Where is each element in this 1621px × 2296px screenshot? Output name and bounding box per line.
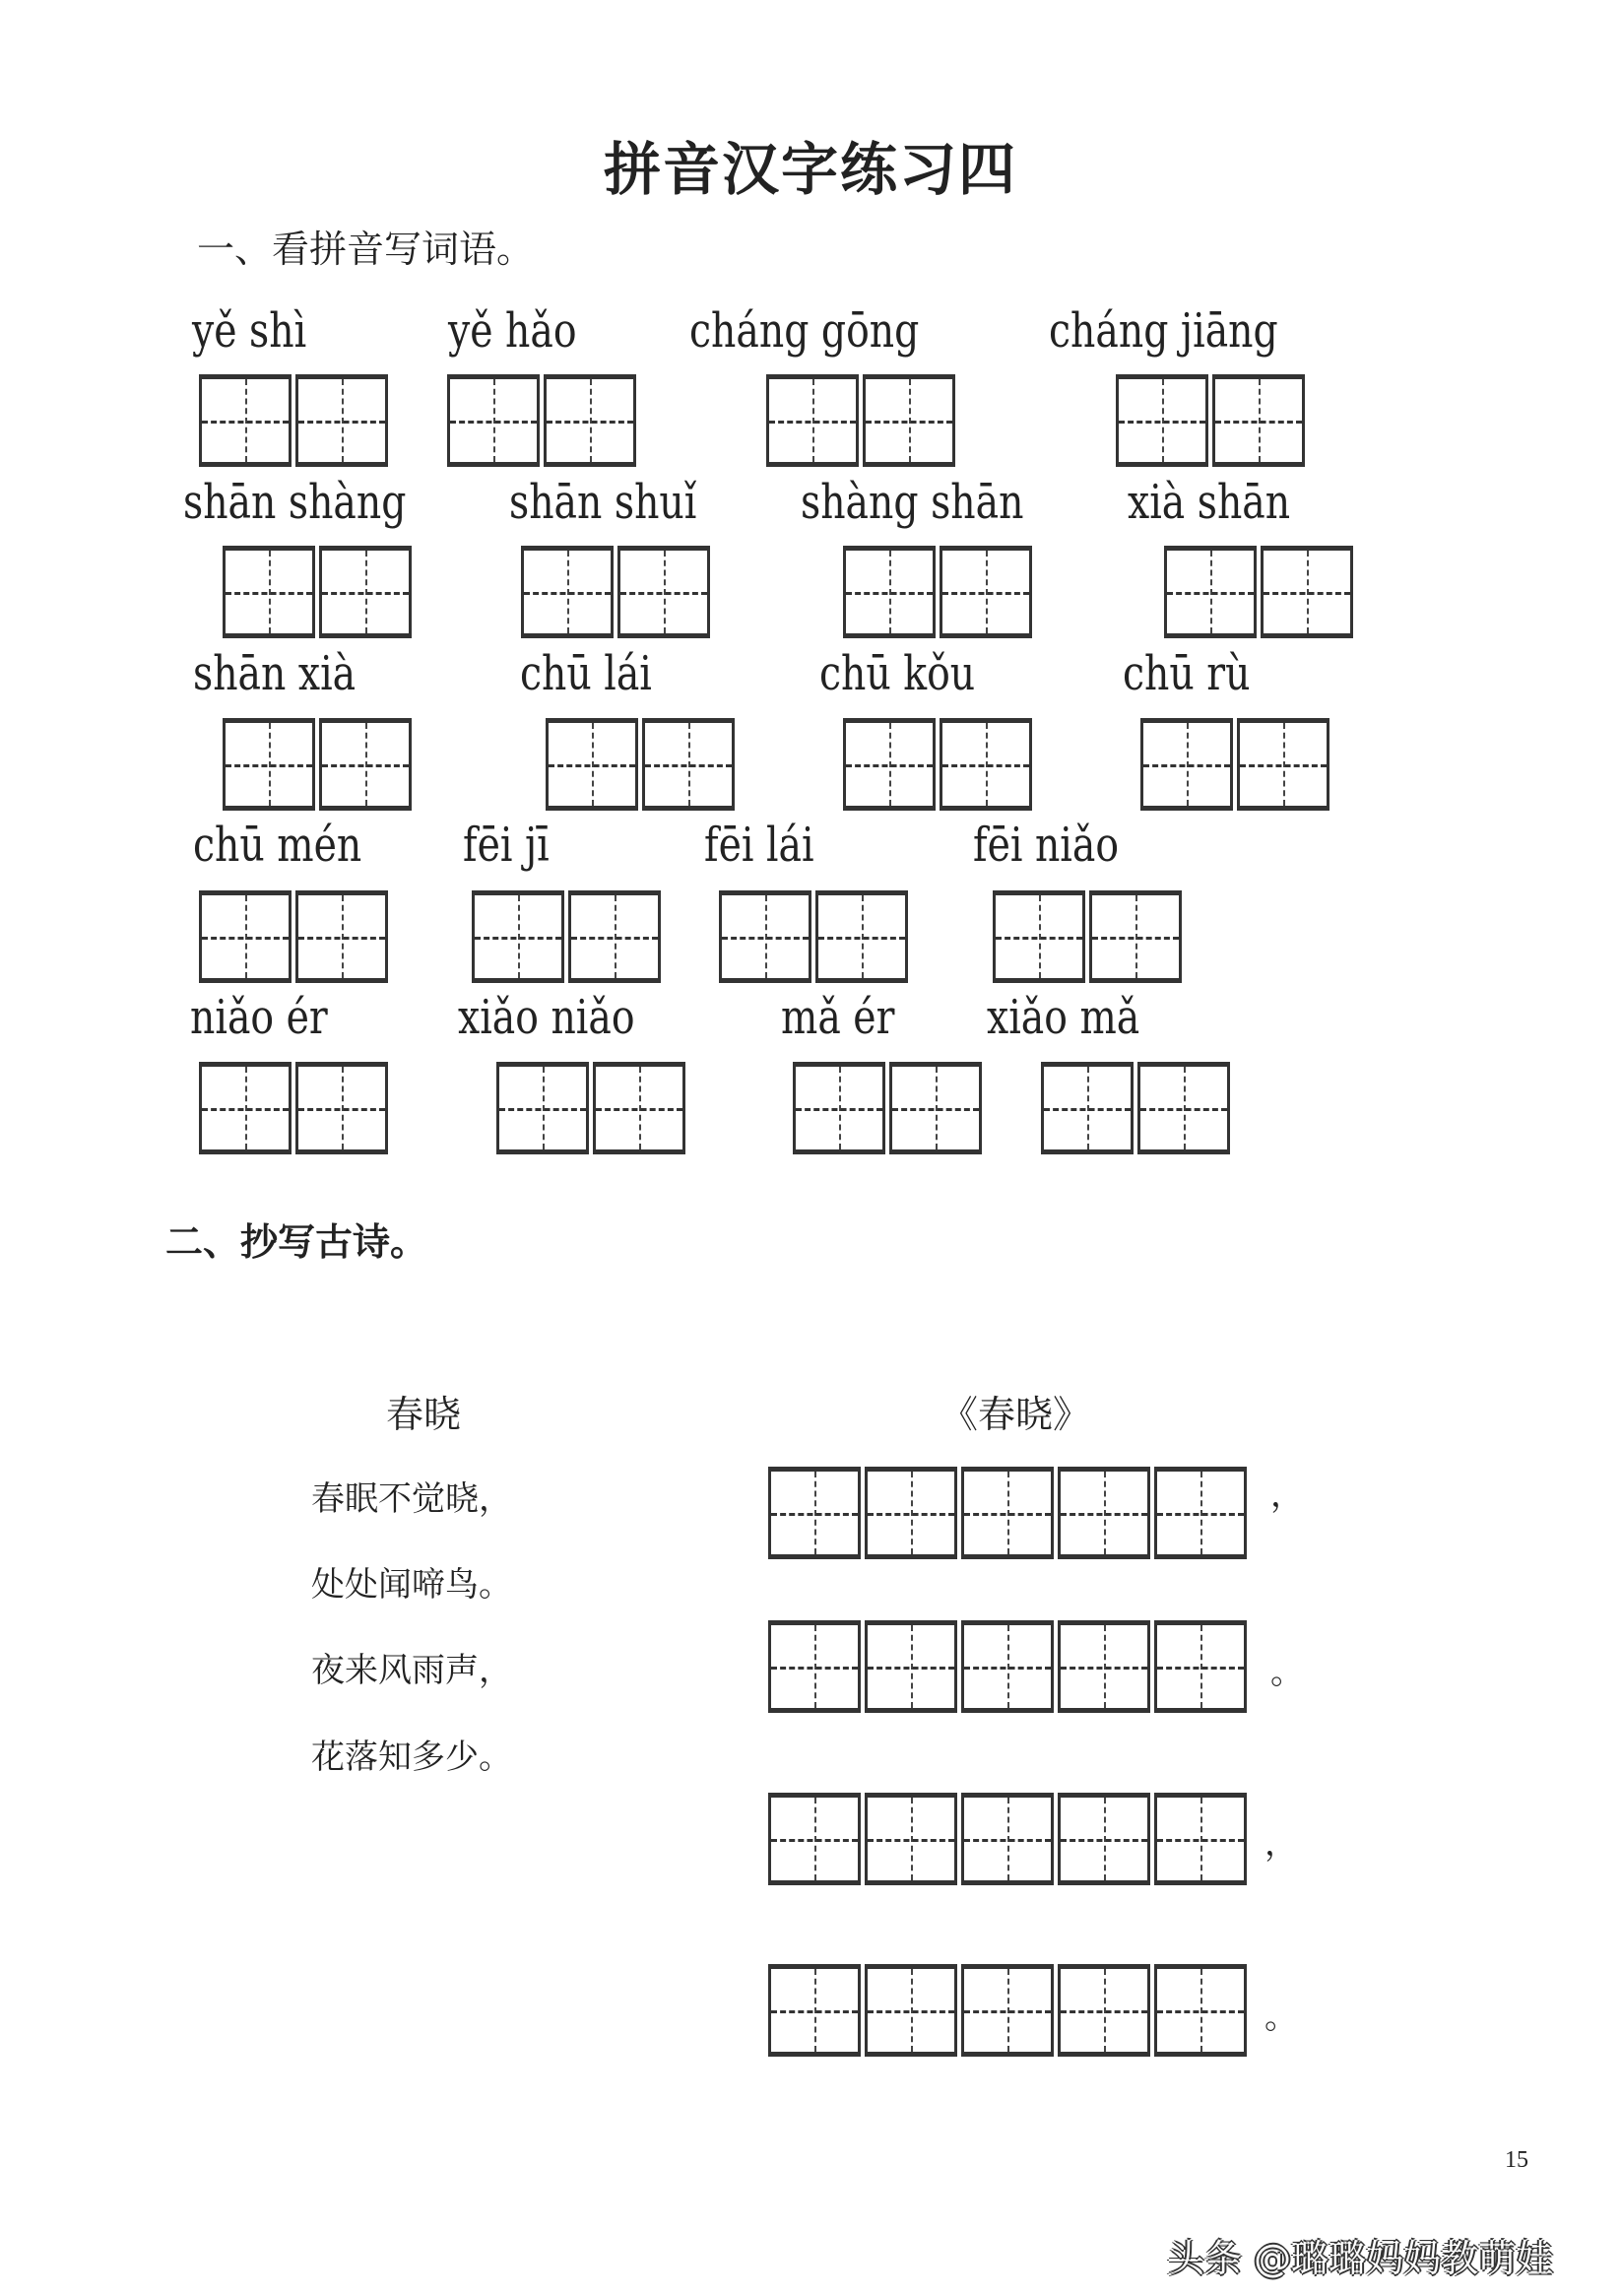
poem-title: 春晓 <box>386 1393 462 1436</box>
pinyin: chū rù <box>1123 646 1251 701</box>
pinyin: fēi jī <box>463 818 550 873</box>
watermark: 头条 @璐璐妈妈教萌娃 <box>1167 2237 1554 2280</box>
pinyin: shān shuǐ <box>509 475 697 530</box>
copy-grid-line-1[interactable] <box>768 1467 1251 1559</box>
pinyin: xiǎo mǎ <box>987 990 1140 1045</box>
page-title: 拼音汉字练习四 <box>603 136 1017 203</box>
poem-line: 处处闻啼鸟。 <box>311 1565 512 1605</box>
writing-grid[interactable] <box>719 890 912 983</box>
copy-grid-line-3[interactable] <box>768 1793 1251 1885</box>
writing-grid[interactable] <box>447 374 640 467</box>
writing-grid[interactable] <box>843 546 1036 638</box>
pinyin: yě shì <box>192 303 307 359</box>
poem-line: 夜来风雨声， <box>311 1651 512 1690</box>
writing-grid[interactable] <box>1116 374 1309 467</box>
writing-grid[interactable] <box>223 718 416 811</box>
writing-grid[interactable] <box>993 890 1186 983</box>
pinyin: chū lái <box>520 646 652 701</box>
copy-title: 《春晓》 <box>940 1393 1091 1436</box>
writing-grid[interactable] <box>521 546 714 638</box>
writing-grid[interactable] <box>199 1062 392 1154</box>
poem-line: 春眠不觉晓， <box>311 1479 512 1519</box>
writing-grid[interactable] <box>1164 546 1357 638</box>
section1-heading: 一、看拼音写词语。 <box>197 228 535 271</box>
copy-grid-line-4[interactable] <box>768 1964 1251 2057</box>
copy-grid-line-2[interactable] <box>768 1620 1251 1713</box>
pinyin: shān xià <box>193 646 357 701</box>
writing-grid[interactable] <box>472 890 665 983</box>
pinyin: yě hǎo <box>448 303 577 359</box>
pinyin: xià shān <box>1128 475 1291 530</box>
writing-grid[interactable] <box>496 1062 689 1154</box>
pinyin: fēi niǎo <box>973 818 1120 873</box>
pinyin: mǎ ér <box>781 990 895 1045</box>
pinyin: xiǎo niǎo <box>458 990 635 1045</box>
page-number: 15 <box>1505 2147 1528 2173</box>
pinyin: shān shàng <box>183 475 407 530</box>
writing-grid[interactable] <box>199 890 392 983</box>
punctuation: 。 <box>1270 1653 1304 1692</box>
writing-grid[interactable] <box>766 374 959 467</box>
writing-grid[interactable] <box>1041 1062 1234 1154</box>
writing-grid[interactable] <box>1140 718 1333 811</box>
pinyin: shàng shān <box>801 475 1024 530</box>
pinyin: chū mén <box>193 818 362 873</box>
writing-grid[interactable] <box>223 546 416 638</box>
writing-grid[interactable] <box>199 374 392 467</box>
punctuation: ， <box>1270 1476 1304 1515</box>
writing-grid[interactable] <box>793 1062 986 1154</box>
pinyin: cháng gōng <box>689 303 920 359</box>
pinyin: niǎo ér <box>190 990 328 1045</box>
writing-grid[interactable] <box>843 718 1036 811</box>
pinyin: chū kǒu <box>819 646 976 701</box>
poem-line: 花落知多少。 <box>311 1738 512 1777</box>
punctuation: ， <box>1264 1824 1298 1864</box>
pinyin: fēi lái <box>704 818 814 873</box>
writing-grid[interactable] <box>546 718 739 811</box>
section2-heading: 二、抄写古诗。 <box>165 1220 428 1264</box>
pinyin: cháng jiāng <box>1049 303 1278 359</box>
punctuation: 。 <box>1264 1998 1298 2037</box>
